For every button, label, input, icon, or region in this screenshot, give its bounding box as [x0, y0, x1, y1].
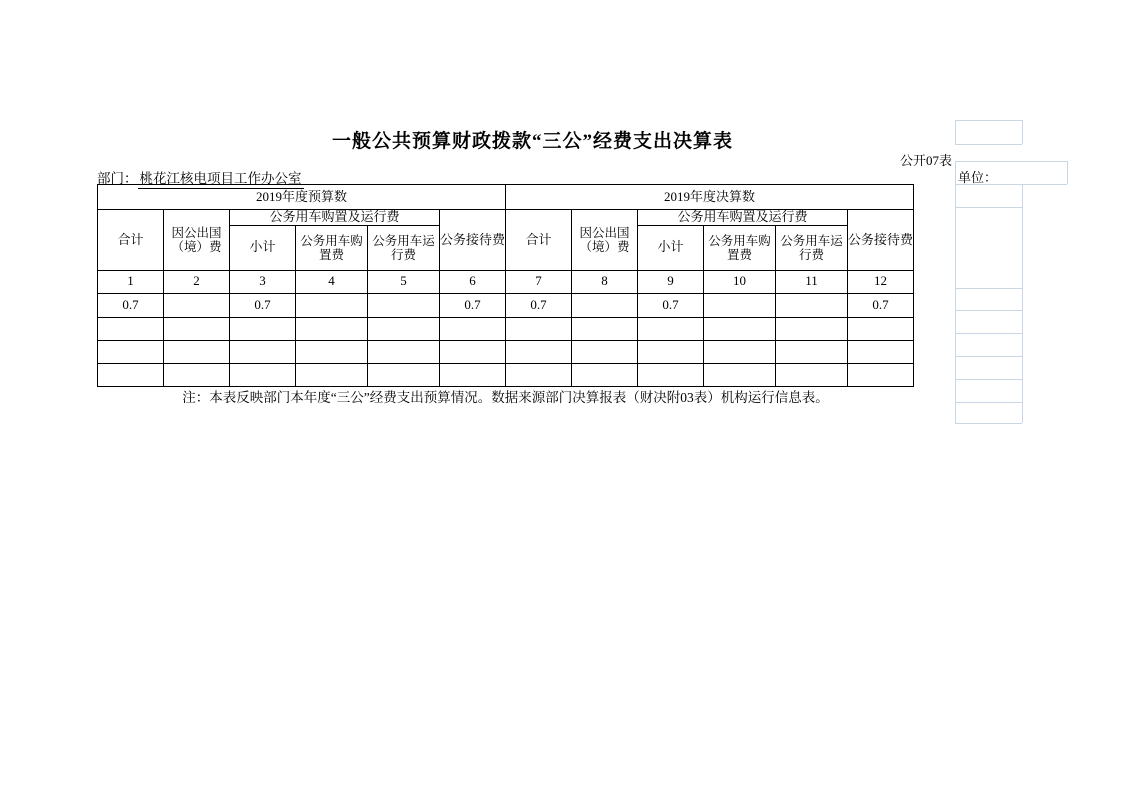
col-header-overseas-final: 因公出国（境）费 — [572, 210, 638, 271]
cell-empty — [776, 317, 848, 340]
cell-vehicle-purchase-budget — [296, 293, 368, 317]
cell-empty — [368, 363, 440, 386]
table-row-numbering — [98, 270, 914, 293]
col-header-subtotal-budget: 小计 — [230, 225, 296, 270]
col-number-10: 10 — [704, 270, 776, 293]
table-row-empty — [98, 363, 914, 386]
table-row-empty — [98, 317, 914, 340]
cell-empty — [776, 363, 848, 386]
grid-line-horizontal — [955, 288, 1022, 289]
cell-empty — [98, 340, 164, 363]
col-number-1: 1 — [98, 270, 164, 293]
grid-line-horizontal — [955, 310, 1022, 311]
grid-line-horizontal — [955, 120, 1022, 121]
grid-line-horizontal — [955, 402, 1022, 403]
grid-line-horizontal — [955, 423, 1022, 424]
grid-line-horizontal — [955, 161, 1067, 162]
cell-empty — [440, 363, 506, 386]
grid-line-vertical — [955, 184, 956, 423]
cell-empty — [164, 317, 230, 340]
col-header-total-budget: 合计 — [98, 210, 164, 271]
col-number-3: 3 — [230, 270, 296, 293]
table-row-subgroup-header — [98, 210, 914, 226]
col-header-vehicle-operation-budget: 公务用车运行费 — [368, 225, 440, 270]
cell-reception-final: 0.7 — [848, 293, 914, 317]
cell-empty — [164, 340, 230, 363]
grid-line-vertical — [1022, 120, 1023, 144]
table-row-data — [98, 293, 914, 317]
grid-line-vertical — [1067, 161, 1068, 184]
col-header-vehicle-operation-final: 公务用车运行费 — [776, 225, 848, 270]
cell-empty — [296, 340, 368, 363]
cell-empty — [230, 363, 296, 386]
table-row-group-header — [98, 185, 914, 210]
grid-line-horizontal — [955, 144, 1022, 145]
cell-vehicle-operation-budget — [368, 293, 440, 317]
cell-reception-budget: 0.7 — [440, 293, 506, 317]
cell-empty — [638, 317, 704, 340]
group-header-final: 2019年度决算数 — [506, 185, 914, 210]
cell-empty — [506, 363, 572, 386]
col-header-subtotal-final: 小计 — [638, 225, 704, 270]
col-number-2: 2 — [164, 270, 230, 293]
cell-empty — [848, 317, 914, 340]
cell-empty — [98, 363, 164, 386]
cell-empty — [848, 340, 914, 363]
cell-empty — [230, 317, 296, 340]
cell-empty — [230, 340, 296, 363]
col-number-11: 11 — [776, 270, 848, 293]
cell-empty — [296, 317, 368, 340]
table-row-empty — [98, 340, 914, 363]
col-header-reception-final: 公务接待费 — [848, 210, 914, 271]
col-header-vehicle-purchase-budget: 公务用车购置费 — [296, 225, 368, 270]
col-number-12: 12 — [848, 270, 914, 293]
col-header-reception-budget: 公务接待费 — [440, 210, 506, 271]
table-row-note — [98, 386, 914, 409]
grid-line-horizontal — [955, 379, 1022, 380]
table-note: 注：本表反映部门本年度“三公”经费支出预算情况。数据来源部门决算报表（财决附03表）机构运行信息表。 — [98, 386, 914, 409]
col-header-total-final: 合计 — [506, 210, 572, 271]
page-title: 一般公共预算财政拨款“三公”经费支出决算表 — [331, 131, 733, 152]
cell-empty — [848, 363, 914, 386]
cell-empty — [506, 317, 572, 340]
department-name: 桃花江核电项目工作办公室 — [138, 167, 304, 189]
grid-line-horizontal — [955, 356, 1022, 357]
cell-empty — [296, 363, 368, 386]
cell-empty — [704, 340, 776, 363]
cell-empty — [368, 340, 440, 363]
col-number-7: 7 — [506, 270, 572, 293]
cell-overseas-final — [572, 293, 638, 317]
col-number-4: 4 — [296, 270, 368, 293]
cell-total-budget: 0.7 — [98, 293, 164, 317]
cell-empty — [98, 317, 164, 340]
cell-empty — [506, 340, 572, 363]
col-header-overseas-budget: 因公出国（境）费 — [164, 210, 230, 271]
col-header-vehicle-purchase-final: 公务用车购置费 — [704, 225, 776, 270]
col-number-8: 8 — [572, 270, 638, 293]
cell-subtotal-budget: 0.7 — [230, 293, 296, 317]
unit-label: 单位： — [958, 170, 998, 185]
cell-empty — [572, 340, 638, 363]
public-form-code: 公开07表 — [899, 153, 952, 168]
cell-overseas-budget — [164, 293, 230, 317]
cell-total-final: 0.7 — [506, 293, 572, 317]
department-label: 部门： — [97, 171, 138, 186]
group-header-budget: 2019年度预算数 — [98, 185, 506, 210]
cell-empty — [704, 363, 776, 386]
col-number-6: 6 — [440, 270, 506, 293]
cell-empty — [164, 363, 230, 386]
subgroup-header-vehicle-budget: 公务用车购置及运行费 — [230, 210, 440, 226]
grid-line-vertical — [955, 161, 956, 184]
cell-empty — [704, 317, 776, 340]
cell-empty — [368, 317, 440, 340]
subgroup-header-vehicle-final: 公务用车购置及运行费 — [638, 210, 848, 226]
cell-empty — [572, 363, 638, 386]
col-number-5: 5 — [368, 270, 440, 293]
cell-empty — [638, 363, 704, 386]
cell-empty — [572, 317, 638, 340]
cell-empty — [440, 340, 506, 363]
cell-subtotal-final: 0.7 — [638, 293, 704, 317]
grid-line-vertical — [955, 120, 956, 144]
cell-empty — [638, 340, 704, 363]
grid-line-horizontal — [955, 333, 1022, 334]
cell-vehicle-operation-final — [776, 293, 848, 317]
grid-line-horizontal — [955, 207, 1022, 208]
cell-vehicle-purchase-final — [704, 293, 776, 317]
cell-empty — [440, 317, 506, 340]
cell-empty — [776, 340, 848, 363]
grid-line-vertical — [1022, 184, 1023, 423]
budget-table — [97, 184, 914, 409]
col-number-9: 9 — [638, 270, 704, 293]
